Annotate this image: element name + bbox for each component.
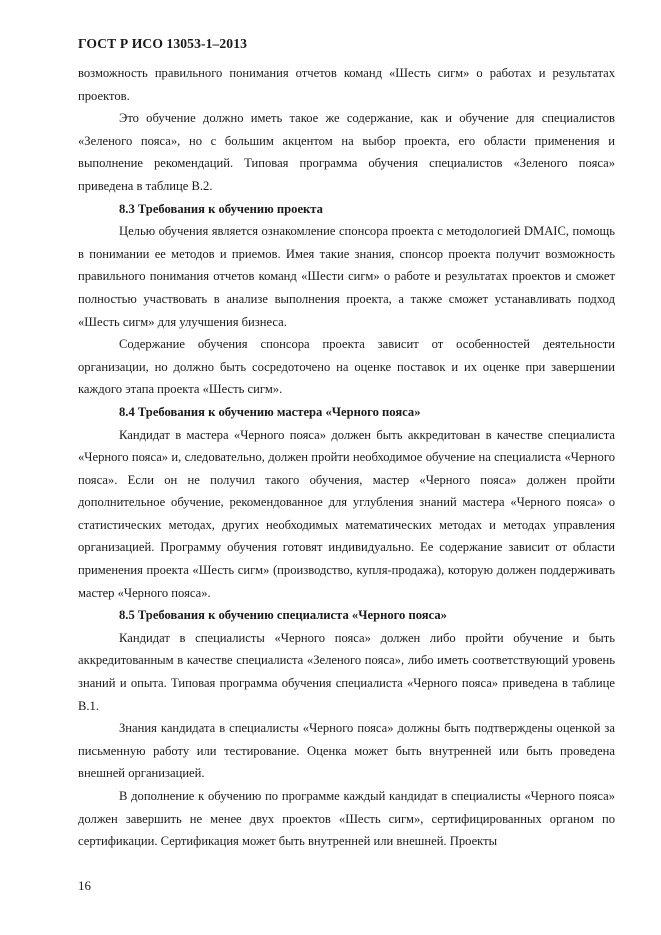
paragraph: Целью обучения является ознакомление спонсора проекта с методологией DMAIC, помощь в понимании ее методов и приемов. Имея такие знания, спонсор проекта получит возможность правильного понимания отчетов команд «Шести сигм» о работе и результатах проектов и сможет полностью участвовать в анализе выполнения проекта, а также сможет устанавливать подход «Шесть сигм» для улучшения бизнеса. <box>78 224 615 329</box>
paragraph: Содержание обучения спонсора проекта зависит от особенностей деятельности организации, но должно быть сосредоточено на оценке поставок и их оценке при завершении каждого этапа проекта «Шесть сигм». <box>78 337 615 397</box>
section-heading: 8.3 Требования к обучению проекта <box>119 201 323 216</box>
document-body <box>78 62 615 853</box>
page-number: 16 <box>78 878 91 893</box>
paragraph: Это обучение должно иметь такое же содержание, как и обучение для специалистов «Зеленого пояса», но с большим акцентом на выбор проекта, его области применения и выполнение рекомендаций. Типовая программа обучения специалистов «Зеленого пояса» приведена в таблице В.2. <box>78 111 615 193</box>
section-heading: 8.4 Требования к обучению мастера «Черного пояса» <box>119 404 421 419</box>
paragraph: возможность правильного понимания отчетов команд «Шесть сигм» о работах и результатах проектов. <box>78 66 615 103</box>
paragraph: В дополнение к обучению по программе каждый кандидат в специалисты «Черного пояса» должен завершить не менее двух проектов «Шесть сигм», сертифицированных органом по сертификации. Сертификация может быть внутренней или внешней. Проекты <box>78 789 615 849</box>
section-heading: 8.5 Требования к обучению специалиста «Черного пояса» <box>119 608 447 623</box>
paragraph: Кандидат в специалисты «Черного пояса» должен либо пройти обучение и быть аккредитованным в качестве специалиста «Зеленого пояса», либо иметь соответствующий уровень знаний и опыта. Типовая программа обучения специалиста «Черного пояса» приведена в таблице В.1. <box>78 630 615 713</box>
document-code-header: ГОСТ Р ИСО 13053-1–2013 <box>78 36 247 51</box>
paragraph: Знания кандидата в специалисты «Черного пояса» должны быть подтверждены оценкой за письменную работу или тестирование. Оценка может быть внутренней или быть проведена внешней организацией. <box>78 721 615 781</box>
paragraph: Кандидат в мастера «Черного пояса» должен быть аккредитован в качестве специалиста «Черного пояса» и, следовательно, должен пройти необходимое обучение на специалиста «Черного пояса». Если он не получил такого обучения, мастер «Черного пояса» должен пройти дополнительное обучение, рекомендованное для углубления знаний мастера «Черного пояса» о статистических методах, других необходимых математических методах и методах управления организацией. Программу обучения готовят индивидуально. Ее содержание зависит от области применения проекта «Шесть сигм» (производство, купля-продажа), которую должен поддерживать мастер «Черного пояса». <box>78 427 615 600</box>
